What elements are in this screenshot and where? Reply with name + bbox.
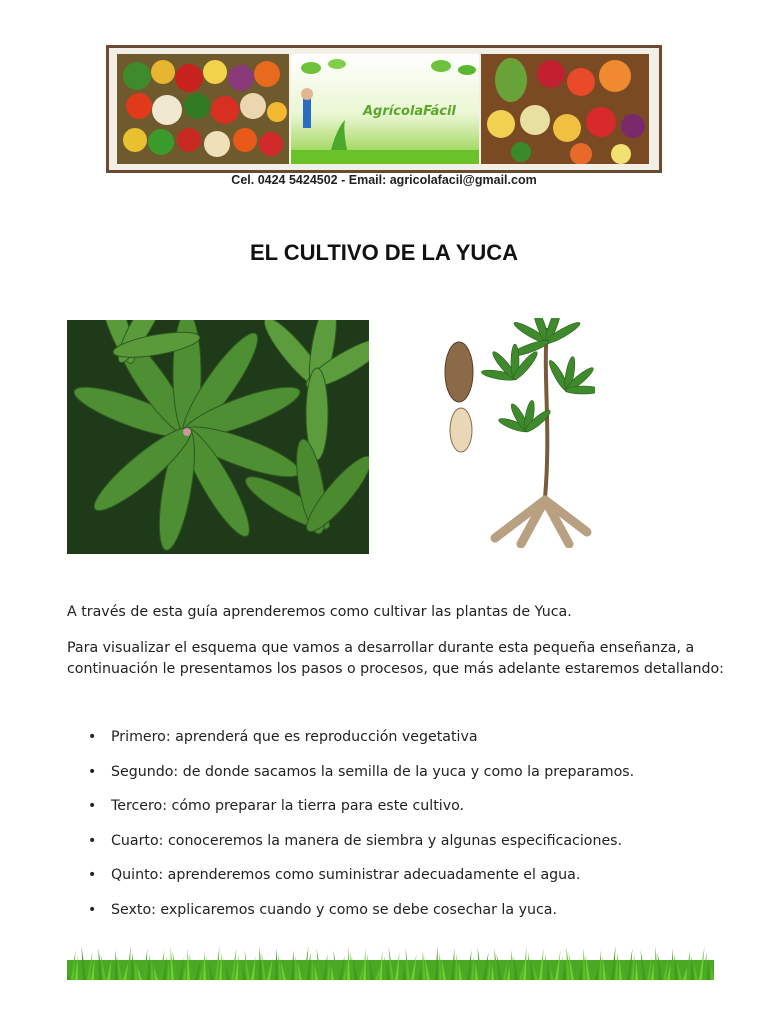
list-item: • Segundo: de donde sacamos la semilla de la yuca y como la preparamos. <box>67 762 707 797</box>
header-banner <box>106 45 662 173</box>
bullet-icon: • <box>88 901 97 918</box>
page-title: EL CULTIVO DE LA YUCA <box>249 240 519 265</box>
list-item: • Cuarto: conoceremos la manera de siembra y algunas especificaciones. <box>67 831 707 866</box>
steps-list <box>67 727 707 934</box>
list-item: • Primero: aprenderá que es reproducción vegetativa <box>67 727 707 762</box>
bullet-icon: • <box>88 798 97 814</box>
grass-footer-image <box>67 938 714 980</box>
bullet-icon: • <box>88 729 97 745</box>
vegetables-image <box>117 54 289 164</box>
cassava-plant-illustration <box>435 318 595 548</box>
list-item: • Sexto: explicaremos cuando y como se debe cosechar la yuca. <box>67 900 707 935</box>
list-item: • Tercero: cómo preparar la tierra para este cultivo. <box>67 796 707 831</box>
brand-panel <box>291 54 479 164</box>
bullet-icon: • <box>88 867 97 883</box>
contact-line: Cel. 0424 5424502 - Email: agricolafacil@gmail.com <box>231 173 537 187</box>
intro-line-1: A través de esta guía aprenderemos como cultivar las plantas de Yuca. <box>67 604 572 620</box>
bullet-icon: • <box>88 763 97 780</box>
cassava-leaves-photo <box>67 320 369 554</box>
intro-line-2: Para visualizar el esquema que vamos a desarrollar durante esta pequeña enseñanza, a continuación le presentamos los pasos o procesos, que más adelante estaremos detallando: <box>67 640 724 677</box>
list-item: • Quinto: aprenderemos como suministrar adecuadamente el agua. <box>67 865 707 900</box>
fruits-image <box>481 54 649 164</box>
bullet-icon: • <box>88 832 97 849</box>
brand-name: AgrícolaFácil <box>363 104 456 119</box>
